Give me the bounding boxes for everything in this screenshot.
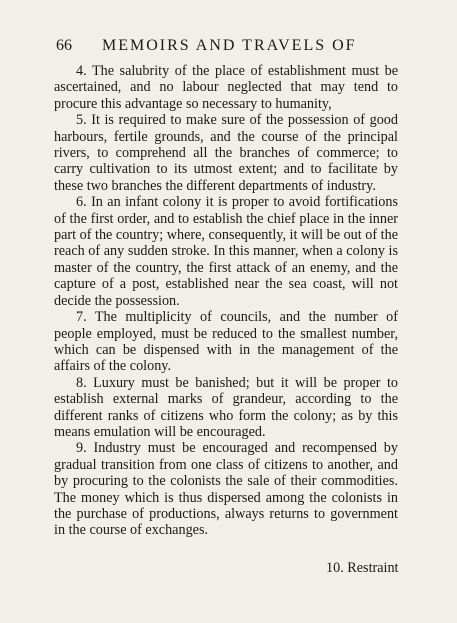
paragraph-7: 7. The multiplicity of councils, and the number of people employed, must be reduced to the smallest number, which can be dispensed with in the management of the affairs of the colony. (54, 309, 398, 375)
paragraph-8: 8. Luxury must be banished; but it will be proper to establish external marks of grandeur, according to the different ranks of citizens who form the colony; as by this means emulation will be encouraged. (54, 374, 398, 440)
catchword: 10. Restraint (326, 560, 399, 576)
page-number: 66 (56, 37, 72, 54)
running-title: MEMOIRS AND TRAVELS OF (102, 37, 357, 54)
page-header (56, 36, 385, 56)
paragraph-6: 6. In an infant colony it is proper to avoid fortifications of the first order, and to establish the chief place in the inner part of the country; where, consequently, it will be out of the reach of any sudden stroke. In this manner, when a colony is master of the country, the first attack of an enemy, and the capture of a post, established near the sea coast, will not decide the possession. (54, 194, 398, 309)
body-text (54, 63, 398, 539)
paragraph-4: 4. The salubrity of the place of establishment must be ascertained, and no labour neglected that may tend to procure this advantage so necessary to humanity, (54, 63, 398, 112)
paragraph-9: 9. Industry must be encouraged and recompensed by gradual transition from one class of citizens to another, and by procuring to the colonists the sale of their commodities. The money which is thus dispersed among the colonists in the purchase of productions, always returns to government in the course of exchanges. (54, 440, 398, 539)
paragraph-5: 5. It is required to make sure of the possession of good harbours, fertile grounds, and the course of the principal rivers, to comprehend all the branches of commerce; to carry cultivation to its utmost extent; and to facilitate by these two branches the different departments of industry. (54, 112, 398, 194)
